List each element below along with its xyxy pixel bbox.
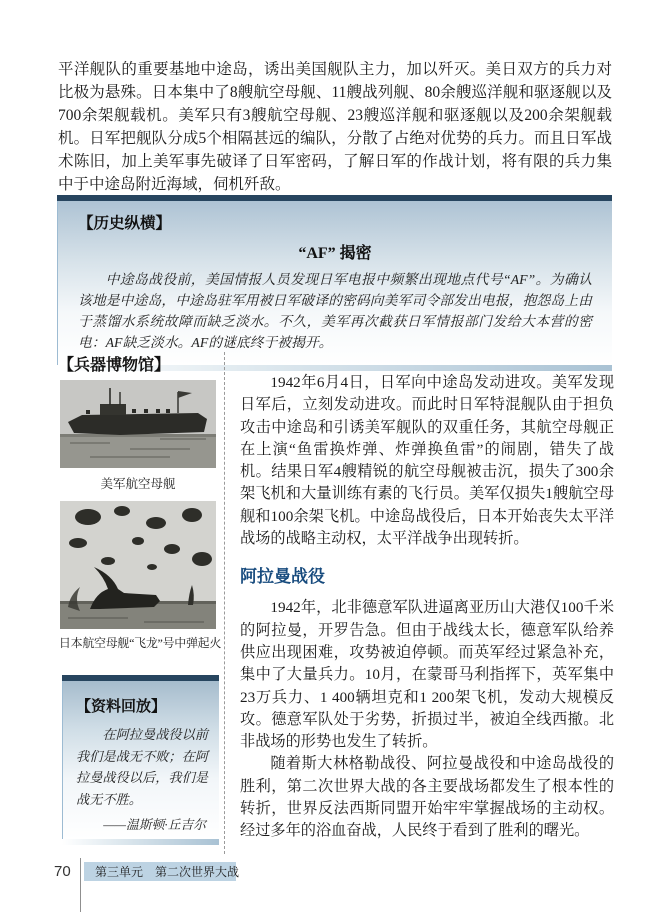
midway-paragraph: 1942年6月4日，日军向中途岛发动进攻。美军发现日军后，立刻发动进攻。而此时日军特混舰队由于担负攻击中途岛和引诱美军舰队的双重任务，其航空母舰正在上演“鱼雷换炸弹、炸弹换鱼雷”的闹剧，错失了战机。结果日军4艘精锐的航空母舰被击沉，损失了300余架飞机和大量训练有素的飞行员。美军仅损失1艘航空母舰和100余架飞机。中途岛战役后，日本开始丧失太平洋战场的战略主动权，太平洋战争出现转折。 (240, 374, 614, 548)
unit-label: 第三单元 第二次世界大战 (95, 865, 240, 879)
history-box-body: 中途岛战役前，美国情报人员发现日军电报中频繁出现地点代号“AF”。为确认该地是中途岛，中途岛驻军用被日军破译的密码向美军司令部发出电报，抱怨岛上由于蒸馏水系统故障而缺乏淡水。不久，美军再次截获日军情报部门发给大本营的密电：AF缺乏淡水。AF的谜底终于被揭开。 (78, 272, 592, 350)
history-box-title: “AF” 揭密 (298, 245, 372, 262)
alamein-heading: 阿拉曼战役 (240, 567, 325, 587)
data-replay-box (62, 675, 219, 845)
us-carrier-caption: 美军航空母舰 (100, 477, 176, 491)
data-box-label: 【资料回放】 (76, 698, 167, 715)
turning-point-paragraph: 随着斯大林格勒战役、阿拉曼战役和中途岛战役的胜利，第二次世界大战的各主要战场都发生了根本性的转折，世界反法西斯同盟开始牢牢掌握战场的主动权。经过多年的浴血奋战，人民终于看到了胜利的曙光。 (240, 755, 614, 840)
column-divider (224, 352, 225, 854)
intro-paragraph: 平洋舰队的重要基地中途岛，诱出美国舰队主力，加以歼灭。美日双方的兵力对比极为悬殊。日本集中了8艘航空母舰、11艘战列舰、80余艘巡洋舰和驱逐舰以及700余架舰载机。美军只有3艘航空母舰、23艘巡洋舰和驱逐舰以及200余架舰载机。日军把舰队分成5个相隔甚远的编队，分散了占绝对优势的兵力。而且日军战术陈旧，加上美军事先破译了日军密码，了解日军的作战计划，将有限的兵力集中于中途岛附近海域，伺机歼敌。 (58, 61, 612, 193)
weapons-museum-label: 【兵器博物馆】 (58, 357, 171, 374)
right-column (240, 372, 614, 843)
quote-attribution: ——温斯顿·丘吉尔 (103, 818, 206, 832)
hiryu-burning-photo (60, 501, 216, 629)
history-box-label: 【历史纵横】 (78, 215, 172, 232)
alamein-paragraph: 1942年，北非德意军队进逼离亚历山大港仅100千米的阿拉曼，开罗告急。但由于战线太长，德意军队给养供应出现困难，攻势被迫停顿。而英军经过紧急补充，集中了大量兵力。10月，在蒙哥马利指挥下，英军集中23万兵力、1 400辆坦克和1 200架飞机，发动大规模反攻。德意军队处于劣势，折损过半，被迫全线西撤。北非战场的形势也发生了转折。 (240, 599, 614, 751)
data-box-bottom-bar (62, 839, 219, 845)
us-carrier-photo (60, 380, 216, 468)
history-box (57, 195, 612, 371)
page-number: 70 (54, 863, 71, 880)
churchill-quote: 在阿拉曼战役以前我们是战无不败；在阿拉曼战役以后，我们是战无不胜。 (76, 727, 208, 807)
unit-banner (84, 862, 240, 881)
hiryu-caption: 日本航空母舰“飞龙”号中弹起火 (58, 636, 222, 650)
left-column (58, 352, 222, 650)
footer-divider-line (80, 858, 81, 912)
